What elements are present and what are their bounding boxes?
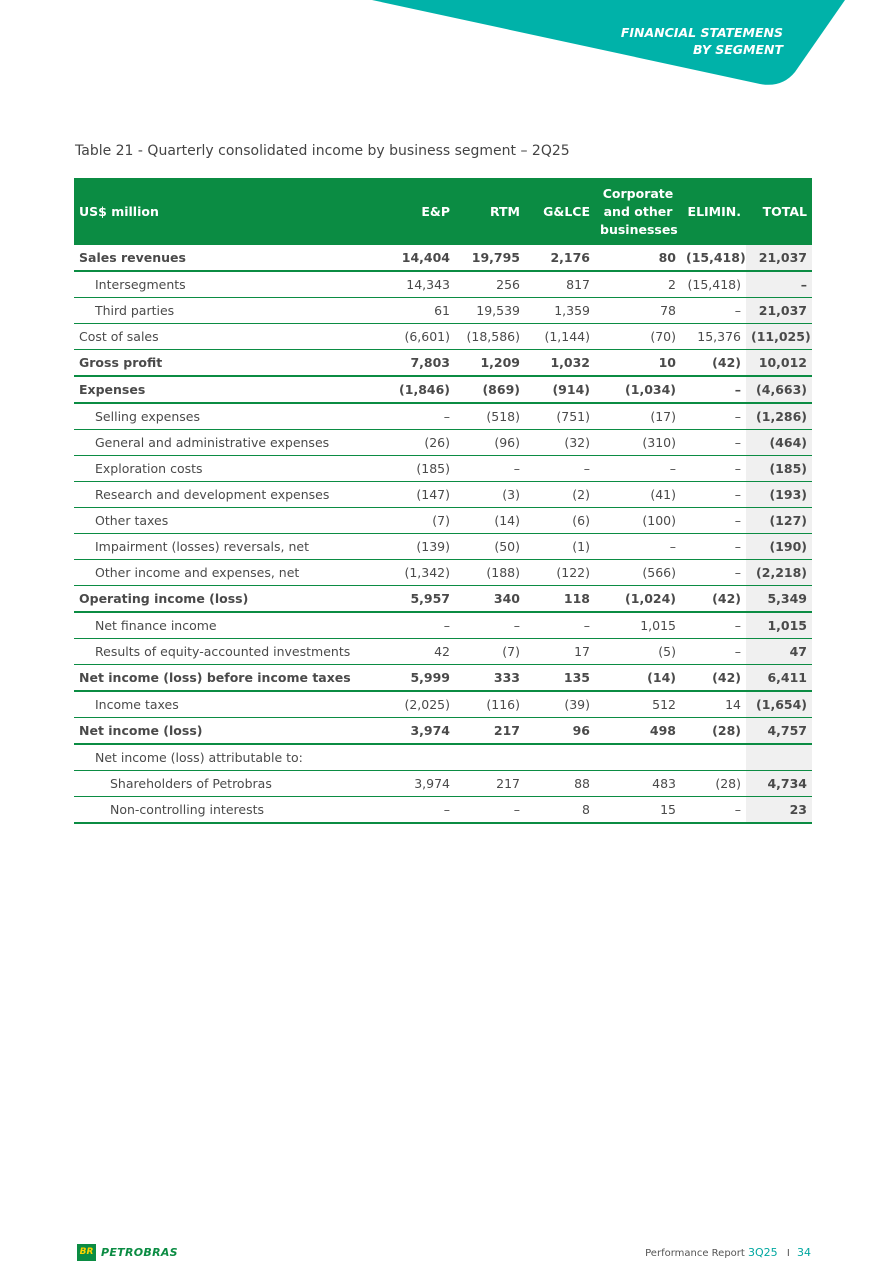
- row-shareholders: [74, 771, 812, 797]
- row-income-taxes: [74, 691, 812, 718]
- cell-rtm: (3): [455, 482, 525, 508]
- row-research-development: [74, 482, 812, 508]
- col-header-elim: ELIMIN.: [681, 178, 746, 245]
- cell-ep: 3,974: [380, 718, 455, 745]
- cell-rtm: –: [455, 612, 525, 639]
- cell-corp: (310): [595, 430, 681, 456]
- cell-total: (193): [746, 482, 812, 508]
- section-title: [621, 24, 783, 58]
- cell-total: 21,037: [746, 245, 812, 271]
- cell-ep: (1,342): [380, 560, 455, 586]
- cell-elim: –: [681, 639, 746, 665]
- row-sales-revenues: [74, 245, 812, 271]
- cell-ep: (2,025): [380, 691, 455, 718]
- cell-ep: (147): [380, 482, 455, 508]
- cell-elim: –: [681, 376, 746, 403]
- cell-glc: 8: [525, 797, 595, 824]
- cell-corp: (17): [595, 403, 681, 430]
- cell-elim: 15,376: [681, 324, 746, 350]
- row-label: Net finance income: [74, 612, 380, 639]
- col-header-ep: E&P: [380, 178, 455, 245]
- cell-elim: –: [681, 298, 746, 324]
- cell-elim: (15,418): [681, 245, 746, 271]
- cell-rtm: [455, 744, 525, 771]
- cell-total: (4,663): [746, 376, 812, 403]
- cell-corp: 15: [595, 797, 681, 824]
- cell-rtm: 217: [455, 771, 525, 797]
- cell-total: [746, 744, 812, 771]
- cell-ep: 42: [380, 639, 455, 665]
- row-selling-expenses: [74, 403, 812, 430]
- cell-corp: –: [595, 534, 681, 560]
- row-label: Intersegments: [74, 271, 380, 298]
- cell-rtm: 19,539: [455, 298, 525, 324]
- cell-corp: (14): [595, 665, 681, 692]
- cell-glc: –: [525, 456, 595, 482]
- cell-total: (1,654): [746, 691, 812, 718]
- cell-total: (11,025): [746, 324, 812, 350]
- col-header-glc: G&LCE: [525, 178, 595, 245]
- cell-ep: (26): [380, 430, 455, 456]
- row-general-admin: [74, 430, 812, 456]
- cell-corp: 498: [595, 718, 681, 745]
- cell-rtm: (14): [455, 508, 525, 534]
- cell-ep: [380, 744, 455, 771]
- page-number: 34: [797, 1246, 811, 1259]
- cell-glc: (914): [525, 376, 595, 403]
- cell-total: –: [746, 271, 812, 298]
- cell-elim: –: [681, 482, 746, 508]
- row-label: General and administrative expenses: [74, 430, 380, 456]
- cell-corp: (5): [595, 639, 681, 665]
- cell-elim: –: [681, 508, 746, 534]
- footer-separator: I: [786, 1248, 790, 1259]
- cell-ep: (1,846): [380, 376, 455, 403]
- row-label: Net income (loss): [74, 718, 380, 745]
- cell-rtm: (50): [455, 534, 525, 560]
- cell-total: (190): [746, 534, 812, 560]
- cell-corp: 10: [595, 350, 681, 377]
- row-label: Cost of sales: [74, 324, 380, 350]
- cell-ep: 7,803: [380, 350, 455, 377]
- cell-total: (1,286): [746, 403, 812, 430]
- cell-glc: (751): [525, 403, 595, 430]
- cell-total: (2,218): [746, 560, 812, 586]
- cell-ep: 3,974: [380, 771, 455, 797]
- cell-ep: (6,601): [380, 324, 455, 350]
- logo-wordmark: PETROBRAS: [101, 1246, 178, 1259]
- cell-ep: –: [380, 403, 455, 430]
- cell-glc: (2): [525, 482, 595, 508]
- header-banner: [0, 0, 891, 90]
- col-header-corporate: [595, 178, 681, 245]
- cell-ep: (185): [380, 456, 455, 482]
- cell-glc: 1,359: [525, 298, 595, 324]
- cell-elim: (28): [681, 718, 746, 745]
- cell-glc: 817: [525, 271, 595, 298]
- row-equity-investments: [74, 639, 812, 665]
- row-label: Results of equity-accounted investments: [74, 639, 380, 665]
- row-income-before-taxes: [74, 665, 812, 692]
- cell-corp: 483: [595, 771, 681, 797]
- row-label: Research and development expenses: [74, 482, 380, 508]
- cell-ep: –: [380, 797, 455, 824]
- row-label: Exploration costs: [74, 456, 380, 482]
- row-non-controlling: [74, 797, 812, 824]
- cell-corp: (1,034): [595, 376, 681, 403]
- cell-corp: (1,024): [595, 586, 681, 613]
- row-label: Net income (loss) attributable to:: [74, 744, 380, 771]
- cell-ep: 14,404: [380, 245, 455, 271]
- row-other-taxes: [74, 508, 812, 534]
- row-third-parties: [74, 298, 812, 324]
- cell-rtm: (7): [455, 639, 525, 665]
- cell-elim: –: [681, 560, 746, 586]
- cell-ep: 14,343: [380, 271, 455, 298]
- row-attributable-to: [74, 744, 812, 771]
- cell-rtm: (188): [455, 560, 525, 586]
- row-exploration-costs: [74, 456, 812, 482]
- row-net-income: [74, 718, 812, 745]
- row-label: Other taxes: [74, 508, 380, 534]
- cell-rtm: 340: [455, 586, 525, 613]
- cell-elim: –: [681, 456, 746, 482]
- row-label: Impairment (losses) reversals, net: [74, 534, 380, 560]
- section-title-line1: FINANCIAL STATEMENS: [620, 25, 783, 40]
- cell-corp: (41): [595, 482, 681, 508]
- cell-total: 4,734: [746, 771, 812, 797]
- cell-corp: (100): [595, 508, 681, 534]
- cell-corp: 78: [595, 298, 681, 324]
- cell-ep: 61: [380, 298, 455, 324]
- cell-total: 10,012: [746, 350, 812, 377]
- cell-total: (185): [746, 456, 812, 482]
- cell-elim: [681, 744, 746, 771]
- footer-report: [645, 1246, 811, 1259]
- cell-rtm: (869): [455, 376, 525, 403]
- cell-rtm: –: [455, 456, 525, 482]
- row-label: Sales revenues: [74, 245, 380, 271]
- col-header-corporate-l2: and other: [603, 203, 673, 219]
- cell-rtm: (518): [455, 403, 525, 430]
- cell-total: 1,015: [746, 612, 812, 639]
- col-header-corporate-l1: Corporate: [602, 185, 674, 201]
- cell-glc: 2,176: [525, 245, 595, 271]
- cell-glc: (1,144): [525, 324, 595, 350]
- cell-elim: –: [681, 797, 746, 824]
- cell-elim: –: [681, 534, 746, 560]
- petrobras-logo: [77, 1244, 178, 1261]
- cell-elim: (42): [681, 665, 746, 692]
- row-label: Non-controlling interests: [74, 797, 380, 824]
- row-net-finance-income: [74, 612, 812, 639]
- cell-glc: 96: [525, 718, 595, 745]
- cell-glc: 88: [525, 771, 595, 797]
- row-label: Third parties: [74, 298, 380, 324]
- cell-glc: [525, 744, 595, 771]
- row-cost-of-sales: [74, 324, 812, 350]
- table-title: Table 21 - Quarterly consolidated income by business segment – 2Q25: [75, 143, 570, 159]
- row-expenses: [74, 376, 812, 403]
- cell-ep: 5,957: [380, 586, 455, 613]
- cell-rtm: (18,586): [455, 324, 525, 350]
- cell-ep: 5,999: [380, 665, 455, 692]
- cell-elim: 14: [681, 691, 746, 718]
- row-other-income-expenses: [74, 560, 812, 586]
- row-label: Operating income (loss): [74, 586, 380, 613]
- row-label: Net income (loss) before income taxes: [74, 665, 380, 692]
- income-table: [74, 178, 812, 824]
- cell-corp: (70): [595, 324, 681, 350]
- row-impairment: [74, 534, 812, 560]
- cell-rtm: (96): [455, 430, 525, 456]
- cell-elim: –: [681, 403, 746, 430]
- row-label: Expenses: [74, 376, 380, 403]
- section-title-line2: BY SEGMENT: [692, 42, 783, 57]
- row-label: Gross profit: [74, 350, 380, 377]
- cell-total: (127): [746, 508, 812, 534]
- cell-rtm: 256: [455, 271, 525, 298]
- col-header-label: US$ million: [74, 178, 380, 245]
- cell-total: 23: [746, 797, 812, 824]
- cell-glc: (6): [525, 508, 595, 534]
- row-label: Selling expenses: [74, 403, 380, 430]
- col-header-total: TOTAL: [746, 178, 812, 245]
- cell-glc: (122): [525, 560, 595, 586]
- cell-elim: (42): [681, 586, 746, 613]
- cell-total: 5,349: [746, 586, 812, 613]
- cell-corp: 1,015: [595, 612, 681, 639]
- row-gross-profit: [74, 350, 812, 377]
- cell-glc: –: [525, 612, 595, 639]
- cell-corp: 512: [595, 691, 681, 718]
- cell-glc: (1): [525, 534, 595, 560]
- cell-ep: (139): [380, 534, 455, 560]
- cell-total: 47: [746, 639, 812, 665]
- report-quarter: 3Q25: [748, 1246, 778, 1259]
- cell-rtm: 333: [455, 665, 525, 692]
- row-label: Other income and expenses, net: [74, 560, 380, 586]
- cell-elim: –: [681, 430, 746, 456]
- cell-glc: 118: [525, 586, 595, 613]
- row-label: Shareholders of Petrobras: [74, 771, 380, 797]
- cell-elim: –: [681, 612, 746, 639]
- cell-corp: 80: [595, 245, 681, 271]
- cell-rtm: 19,795: [455, 245, 525, 271]
- cell-corp: [595, 744, 681, 771]
- cell-elim: (15,418): [681, 271, 746, 298]
- table-header-row: [74, 178, 812, 245]
- cell-rtm: 1,209: [455, 350, 525, 377]
- cell-total: 6,411: [746, 665, 812, 692]
- cell-corp: 2: [595, 271, 681, 298]
- cell-rtm: 217: [455, 718, 525, 745]
- cell-corp: –: [595, 456, 681, 482]
- col-header-rtm: RTM: [455, 178, 525, 245]
- cell-rtm: (116): [455, 691, 525, 718]
- cell-elim: (28): [681, 771, 746, 797]
- row-intersegments: [74, 271, 812, 298]
- cell-ep: (7): [380, 508, 455, 534]
- cell-glc: 135: [525, 665, 595, 692]
- col-header-corporate-l3: businesses: [600, 221, 678, 237]
- cell-glc: 1,032: [525, 350, 595, 377]
- cell-rtm: –: [455, 797, 525, 824]
- br-logo-icon: BR: [77, 1244, 96, 1261]
- cell-glc: 17: [525, 639, 595, 665]
- cell-ep: –: [380, 612, 455, 639]
- cell-total: 4,757: [746, 718, 812, 745]
- cell-corp: (566): [595, 560, 681, 586]
- cell-glc: (39): [525, 691, 595, 718]
- cell-total: 21,037: [746, 298, 812, 324]
- row-operating-income: [74, 586, 812, 613]
- row-label: Income taxes: [74, 691, 380, 718]
- cell-total: (464): [746, 430, 812, 456]
- cell-glc: (32): [525, 430, 595, 456]
- cell-elim: (42): [681, 350, 746, 377]
- report-label: Performance Report: [645, 1248, 745, 1259]
